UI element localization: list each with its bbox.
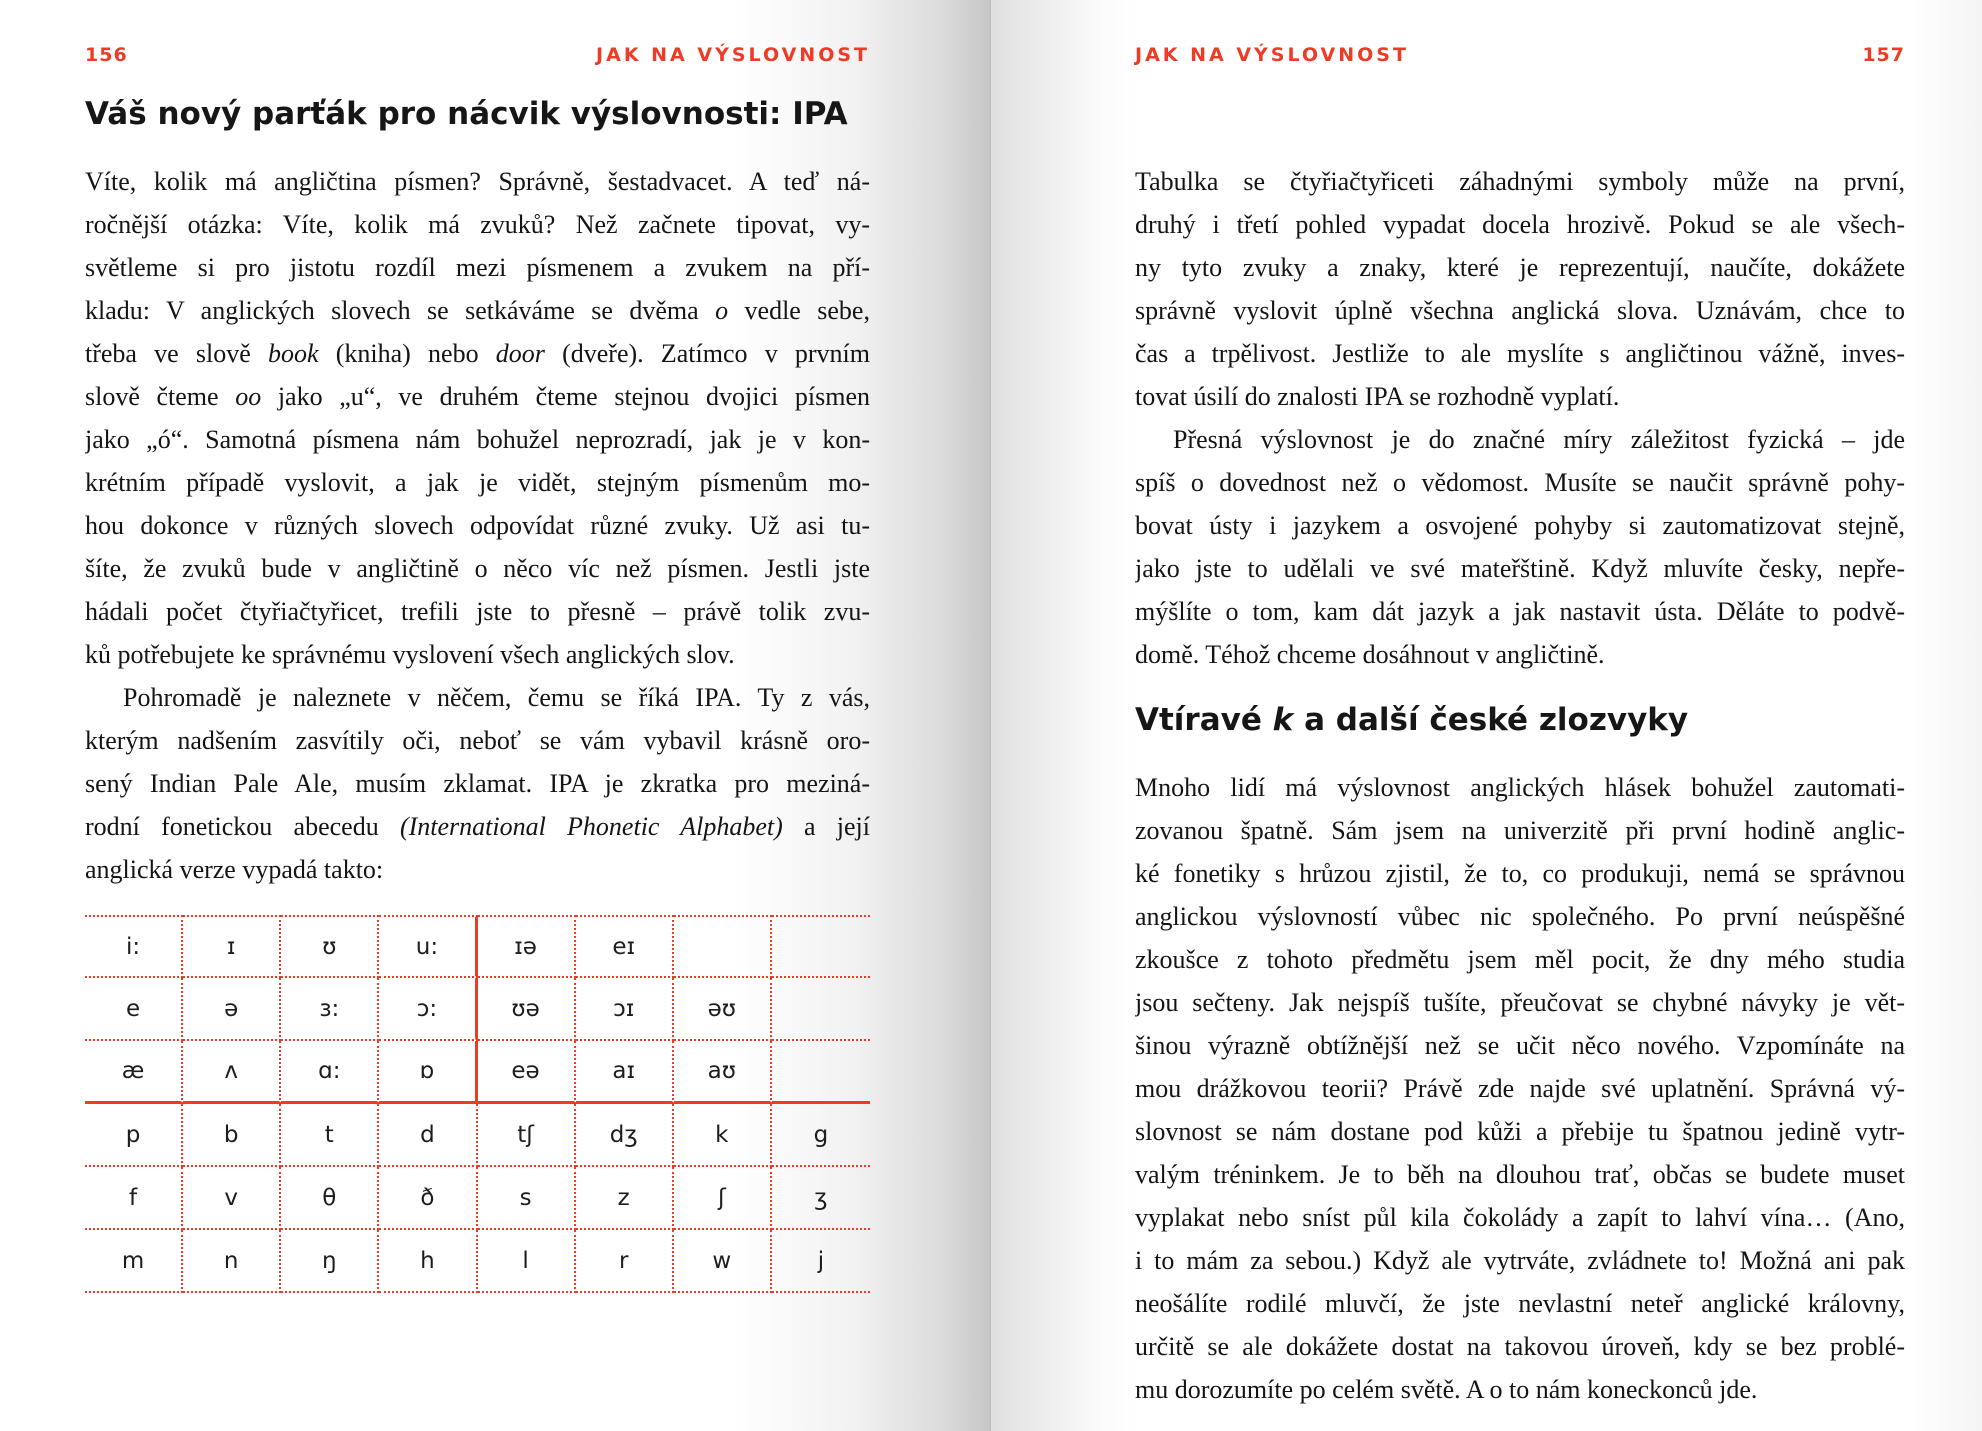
- ipa-cell: d: [379, 1104, 477, 1167]
- paragraph: [1135, 418, 1905, 676]
- text-line: mou drážkovou teorii? Právě zde najde své uplatnění. Správná vý-: [1135, 1074, 1905, 1103]
- text-line: Přesná výslovnost je do značné míry záležitost fyzická – jde: [1173, 425, 1905, 454]
- ipa-cell: m: [85, 1230, 183, 1293]
- ipa-cell: j: [772, 1230, 870, 1293]
- ipa-cell: ɪə: [478, 915, 576, 978]
- ipa-cell: r: [576, 1230, 674, 1293]
- ipa-cell: ʊə: [478, 978, 576, 1041]
- ipa-cell: ʊ: [281, 915, 379, 978]
- ipa-cell: aʊ: [674, 1041, 772, 1104]
- ipa-cell: u:: [379, 915, 477, 978]
- right-body-text: [1135, 160, 1905, 676]
- ipa-cell: w: [674, 1230, 772, 1293]
- right-page-header: [1135, 44, 1905, 66]
- ipa-cell: dʒ: [576, 1104, 674, 1167]
- ipa-cell: p: [85, 1104, 183, 1167]
- text-line: zovanou špatně. Sám jsem na univerzitě při první hodině anglic-: [1135, 816, 1905, 845]
- running-head: JAK NA VÝSLOVNOST: [1135, 44, 1409, 66]
- ipa-cell: n: [183, 1230, 281, 1293]
- paragraph: [1135, 766, 1905, 1411]
- paragraph: [1135, 160, 1905, 418]
- ipa-cell: ɜ:: [281, 978, 379, 1041]
- ipa-cell: ð: [379, 1167, 477, 1230]
- text-line: ké fonetiky s hrůzou zjistil, že to, co produkuji, nemá se správnou: [1135, 859, 1905, 888]
- text-line: ků potřebujete ke správnému vyslovení všech anglických slov.: [85, 640, 735, 669]
- ipa-cell: i:: [85, 915, 183, 978]
- text-line: mýšlíte o tom, kam dát jazyk a jak nastavit ústa. Děláte to podvě-: [1135, 597, 1905, 626]
- ipa-cell: e: [85, 978, 183, 1041]
- text-line: jako jste to udělali ve své mateřštině. Když mluvíte česky, nepře-: [1135, 554, 1905, 583]
- right-text-column: [1135, 44, 1905, 1411]
- ipa-cell: ʃ: [674, 1167, 772, 1230]
- text-line: sený Indian Pale Ale, musím zklamat. IPA je zkratka pro meziná-: [85, 769, 870, 798]
- ipa-cell: ə: [183, 978, 281, 1041]
- text-line: hádali počet čtyřiačtyřicet, trefili jste to přesně – právě tolik zvu-: [85, 597, 870, 626]
- text-line: světleme si pro jistotu rozdíl mezi písmenem a zvukem na pří-: [85, 253, 870, 282]
- text-line: krétním případě vyslovit, a jak je vidět, stejným písmenům mo-: [85, 468, 870, 497]
- ipa-cell: v: [183, 1167, 281, 1230]
- ipa-cell: l: [478, 1230, 576, 1293]
- text-line: určitě se ale dokážete dostat na takovou úroveň, kdy se bez problé-: [1135, 1332, 1905, 1361]
- text-line: mu dorozumíte po celém světě. A o to nám koneckonců jde.: [1135, 1375, 1758, 1404]
- paragraph: [85, 160, 870, 676]
- text-line: Pohromadě je naleznete v něčem, čemu se říká IPA. Ty z vás,: [123, 683, 870, 712]
- text-line: slovnost se nám dostane pod kůži a přebije tu špatnou jedině vytr-: [1135, 1117, 1905, 1146]
- ipa-cell: ɔ:: [379, 978, 477, 1041]
- text-line: zkoušce z tohoto předmětu jsem měl pocit, že dny mého studia: [1135, 945, 1905, 974]
- text-line: ročnější otázka: Víte, kolik má zvuků? Než začnete tipovat, vy-: [85, 210, 870, 239]
- text-line: šíte, že zvuků bude v angličtině o něco víc než písmen. Jestli jste: [85, 554, 870, 583]
- ipa-cell: ŋ: [281, 1230, 379, 1293]
- ipa-cell: tʃ: [478, 1104, 576, 1167]
- text-line: čas a trpělivost. Jestliže to ale myslíte s angličtinou vážně, inves-: [1135, 339, 1905, 368]
- ipa-cell: [772, 978, 870, 1041]
- ipa-cell: æ: [85, 1041, 183, 1104]
- ipa-cell: b: [183, 1104, 281, 1167]
- ipa-cell: g: [772, 1104, 870, 1167]
- page-number: 157: [1862, 44, 1905, 66]
- ipa-cell: k: [674, 1104, 772, 1167]
- text-line: valým tréninkem. Je to běh na dlouhou trať, občas se budete muset: [1135, 1160, 1905, 1189]
- ipa-cell: ʌ: [183, 1041, 281, 1104]
- running-head: JAK NA VÝSLOVNOST: [596, 44, 870, 66]
- ipa-cell: θ: [281, 1167, 379, 1230]
- text-line: domě. Téhož chceme dosáhnout v angličtině.: [1135, 640, 1605, 669]
- text-line: ny tyto zvuky a znaky, které je reprezentují, naučíte, dokážete: [1135, 253, 1905, 282]
- text-line: anglickou výslovností vůbec nic společného. Po první neúspěšné: [1135, 902, 1905, 931]
- text-line: anglická verze vypadá takto:: [85, 855, 384, 884]
- ipa-cell: f: [85, 1167, 183, 1230]
- text-line: rodní fonetickou abecedu (International Phonetic Alphabet) a její: [85, 812, 870, 841]
- ipa-cell: aɪ: [576, 1041, 674, 1104]
- text-line: třeba ve slově book (kniha) nebo door (dveře). Zatímco v prvním: [85, 339, 870, 368]
- text-line: vyplakat nebo sníst půl kila čokolády a zapít to lahví vína… (Ano,: [1135, 1203, 1905, 1232]
- text-line: slově čteme oo jako „u“, ve druhém čteme stejnou dvojici písmen: [85, 382, 870, 411]
- left-page-header: [85, 44, 870, 66]
- text-line: jsou sečteny. Jak nejspíš tušíte, přeučovat se chybné návyky je vět-: [1135, 988, 1905, 1017]
- text-line: Mnoho lidí má výslovnost anglických hlásek bohužel zautomati-: [1135, 773, 1905, 802]
- section-heading: Vtíravé k a další české zlozvyky: [1135, 702, 1689, 738]
- text-line: Tabulka se čtyřiačtyřiceti záhadnými symboly může na první,: [1135, 167, 1905, 196]
- ipa-cell: h: [379, 1230, 477, 1293]
- left-body-text: [85, 160, 870, 891]
- ipa-cell: ɪ: [183, 915, 281, 978]
- paragraph: [85, 676, 870, 891]
- text-line: správně vyslovit úplně všechna anglická slova. Uznávám, chce to: [1135, 296, 1905, 325]
- text-line: druhý i třetí pohled vypadat docela hrozivě. Pokud se ale všech-: [1135, 210, 1905, 239]
- ipa-cell: ɔɪ: [576, 978, 674, 1041]
- left-text-column: [85, 44, 870, 1293]
- ipa-cell: t: [281, 1104, 379, 1167]
- ipa-cell: eə: [478, 1041, 576, 1104]
- page-number: 156: [85, 44, 128, 66]
- text-line: spíš o dovednost než o vědomost. Musíte se naučit správně pohy-: [1135, 468, 1905, 497]
- ipa-cell: [772, 915, 870, 978]
- ipa-cell: eɪ: [576, 915, 674, 978]
- chapter-title: Váš nový parťák pro nácvik výslovnosti: IPA: [85, 96, 848, 132]
- ipa-cell: z: [576, 1167, 674, 1230]
- text-line: šinou výrazně obtížnější než se učit něco nového. Vzpomínáte na: [1135, 1031, 1905, 1060]
- text-line: tovat úsilí do znalosti IPA se rozhodně vyplatí.: [1135, 382, 1620, 411]
- text-line: hou dokonce v různých slovech odpovídat různé zvuky. Už asi tu-: [85, 511, 870, 540]
- page-right: [991, 0, 1982, 1431]
- ipa-cell: [674, 915, 772, 978]
- ipa-cell: əʊ: [674, 978, 772, 1041]
- text-line: Víte, kolik má angličtina písmen? Správně, šestadvacet. A teď ná-: [85, 167, 870, 196]
- ipa-cell: ɑ:: [281, 1041, 379, 1104]
- ipa-cell: ɒ: [379, 1041, 477, 1104]
- text-line: jako „ó“. Samotná písmena nám bohužel neprozradí, jak je v kon-: [85, 425, 870, 454]
- ipa-cell: ʒ: [772, 1167, 870, 1230]
- ipa-cell: [772, 1041, 870, 1104]
- ipa-symbols-table: [85, 915, 870, 1293]
- text-line: kterým nadšením zasvítily oči, neboť se vám vybavil krásně oro-: [85, 726, 870, 755]
- ipa-cell: s: [478, 1167, 576, 1230]
- right-body-text-after-heading: [1135, 766, 1905, 1411]
- text-line: bovat ústy i jazykem a osvojené pohyby si zautomatizovat stejně,: [1135, 511, 1905, 540]
- text-line: neošálíte rodilé mluvčí, že jste nevlastní neteř anglické královny,: [1135, 1289, 1905, 1318]
- text-line: i to mám za sebou.) Když ale vytrváte, zvládnete to! Možná ani pak: [1135, 1246, 1905, 1275]
- text-line: kladu: V anglických slovech se setkáváme se dvěma o vedle sebe,: [85, 296, 870, 325]
